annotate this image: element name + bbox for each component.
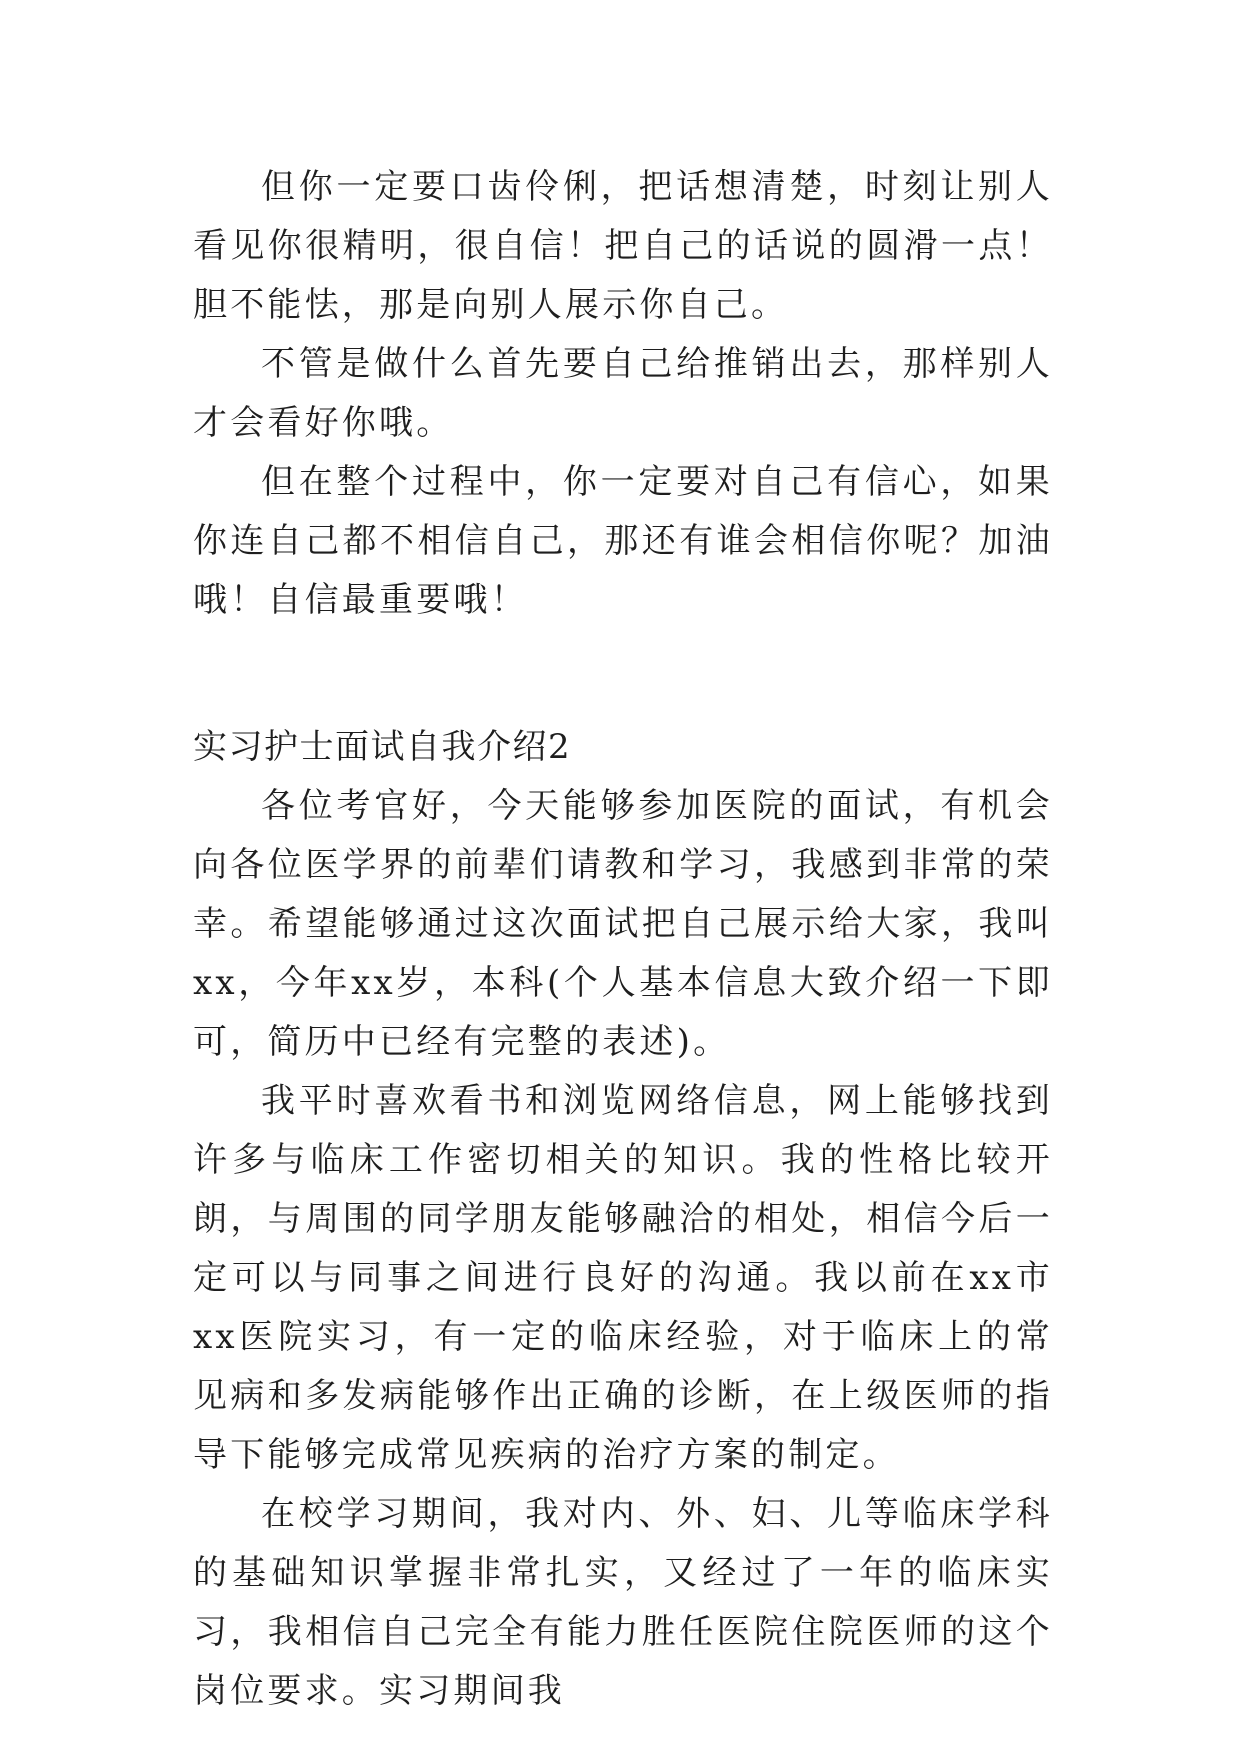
paragraph-believe-yourself: 但在整个过程中，你一定要对自己有信心，如果你连自己都不相信自己，那还有谁会相信你呢？加油哦！自信最重要哦！ bbox=[193, 462, 1053, 620]
paragraph-personality: 我平时喜欢看书和浏览网络信息，网上能够找到许多与临床工作密切相关的知识。我的性格比较开朗，与周围的同学朋友能够融洽的相处，相信今后一定可以与同事之间进行良好的沟通。我以前在xx市xx医院实习，有一定的临床经验，对于临床上的常见病和多发病能够作出正确的诊断，在上级医师的指导下能够完成常见疾病的治疗方案的制定。 bbox=[193, 1081, 1053, 1475]
section-heading: 实习护士面试自我介绍2 bbox=[193, 727, 572, 767]
document-body bbox=[193, 158, 1053, 1721]
paragraph-self-promotion: 不管是做什么首先要自己给推销出去，那样别人才会看好你哦。 bbox=[193, 344, 1053, 443]
paragraph-study-period: 在校学习期间，我对内、外、妇、儿等临床学科的基础知识掌握非常扎实，又经过了一年的临床实习，我相信自己完全有能力胜任医院住院医师的这个岗位要求。实习期间我 bbox=[193, 1494, 1053, 1711]
paragraph-greeting: 各位考官好，今天能够参加医院的面试，有机会向各位医学界的前辈们请教和学习，我感到非常的荣幸。希望能够通过这次面试把自己展示给大家，我叫xx，今年xx岁，本科(个人基本信息大致介绍一下即可，简历中已经有完整的表述)。 bbox=[193, 786, 1053, 1062]
paragraph-confidence-speaking: 但你一定要口齿伶俐，把话想清楚，时刻让别人看见你很精明，很自信！把自己的话说的圆滑一点！胆不能怯，那是向别人展示你自己。 bbox=[193, 167, 1053, 325]
